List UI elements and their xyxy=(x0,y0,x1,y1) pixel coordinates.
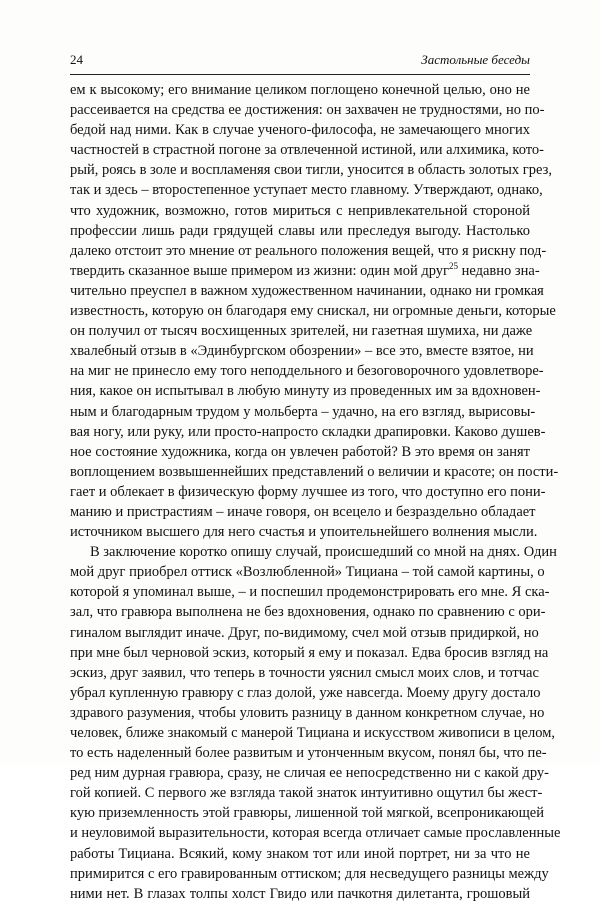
text-line: что художник, возможно, готов мириться с непривлекательной стороной xyxy=(70,202,530,219)
text-line: примирится с его гравированным оттиском; для несведущего разницы между xyxy=(70,865,549,882)
text-line: зал, что гравюра выполнена не без вдохновения, однако по сравнению с ори- xyxy=(70,604,546,621)
text-line: он получил от тысяч восхищенных зрителей, ни газетная шумиха, ни даже xyxy=(70,323,533,340)
text-line: мой друг приобрел оттиск «Возлюбленной» Тициана – той самой картины, о xyxy=(70,564,545,581)
text-line: манию и пристрастиям – иначе говоря, он всецело и безраздельно обладает xyxy=(70,503,536,520)
text-line: убрал купленную гравюру с глаз долой, уже навсегда. Моему другу достало xyxy=(70,684,541,701)
paragraph-2 xyxy=(70,542,561,904)
text-line: гой копией. С первого же взгляда такой знаток интуитивно ощутил бы жест- xyxy=(70,785,543,802)
text-line: человек, ближе знакомый с манерой Тициана и искусством живописи в целом, xyxy=(70,725,555,741)
body-text xyxy=(70,80,561,904)
text-line: ное состояние художника, когда он увлечен работой? В это время он занят xyxy=(70,443,530,460)
text-line: хвалебный отзыв в «Эдинбургском обозрении» – все это, вместе взятое, ни xyxy=(70,343,534,360)
paragraph-1 xyxy=(70,80,559,542)
text-line: кую приземленность этой гравюры, лишенной той мягкой, всепроникающей xyxy=(70,805,544,822)
text-line: работы Тициана. Всякий, кому знаком тот или иной портрет, ни за что не xyxy=(70,845,530,862)
text-line: гает и облекает в физическую форму лучшее из того, что доступно его пони- xyxy=(70,483,546,500)
text-line: ними нет. В глазах толпы холст Гвидо или пачкотня дилетанта, грошовый xyxy=(70,885,530,902)
text-fragment: твердить сказанное выше примером из жизни: один мой друг xyxy=(70,262,449,279)
text-line: источником высшего для него счастья и упоительнейшего волнения мысли. xyxy=(70,524,538,541)
text-line: рый, роясь в золе и воспламеняя свои тигли, уносится в область золотых грез, xyxy=(70,162,552,179)
running-header xyxy=(70,52,530,75)
text-line: рассеивается на средства ее достижения: он захвачен не трудностями, но по- xyxy=(70,102,545,119)
text-line: воплощением возвышеннейших представлений о величии и красоте; он пости- xyxy=(70,463,559,480)
text-line: известность, которую он благодаря ему снискал, ни огромные деньги, которые xyxy=(70,303,556,320)
text-line: здравого разумения, чтобы уловить разницу в данном конкретном случае, но xyxy=(70,704,545,721)
text-line: профессии лишь ради грядущей славы или преследуя выгоду. Настолько xyxy=(70,222,530,239)
text-fragment: недавно зна- xyxy=(457,262,540,279)
text-line: то есть наделенный более развитым и утонченным вкусом, понял бы, что пе- xyxy=(70,745,547,762)
text-line: которой я упоминал выше, – и поспешил продемонстрировать его мне. Я ска- xyxy=(70,584,550,601)
text-line: и неуловимой выразительности, которая всегда отличает самые прославленные xyxy=(70,825,561,842)
running-title: Застольные беседы xyxy=(421,52,530,67)
text-line: при мне был черновой эскиз, который я ему и показал. Едва бросив взгляд на xyxy=(70,644,549,661)
text-line: частностей в страстной погоне за отвлеченной истиной, или алхимика, кото- xyxy=(70,142,544,159)
text-line: ред ним дурная гравюра, сразу, не сличая ее непосредственно ни с какой дру- xyxy=(70,765,549,782)
text-line: так и здесь – второстепенное уступает место главному. Утверждают, однако, xyxy=(70,182,543,199)
text-line: ем к высокому; его внимание целиком поглощено конечной целью, оно не xyxy=(70,82,530,98)
text-line: гиналом выглядит иначе. Друг, по-видимому, счел мой отзыв придиркой, но xyxy=(70,624,539,641)
footnote-marker[interactable]: 25 xyxy=(448,261,458,272)
text-line-with-footnote xyxy=(70,261,540,281)
text-line: ния, какое он испытывал в любую минуту из проведенных им за вдохновен- xyxy=(70,383,541,400)
text-line: В заключение коротко опишу случай, происшедший со мной на днях. Один xyxy=(90,544,557,561)
text-line: ным и благодарным трудом у мольберта – удачно, на его взгляд, вырисовы- xyxy=(70,403,536,420)
text-line: бедой над ними. Как в случае ученого-философа, не замечающего многих xyxy=(70,122,530,139)
text-line: вая ногу, или руку, или просто-напросто складки драпировки. Каково душев- xyxy=(70,423,546,440)
text-line: чительно преуспел в важном художественном начинании, однако ни громкая xyxy=(70,282,544,299)
text-line: эскиз, друг заявил, что теперь в точности уяснил смысл моих слов, и тотчас xyxy=(70,664,539,681)
text-line: на миг не принесло ему того неподдельного и безоговорочного удовлетворе- xyxy=(70,363,544,380)
text-line: далеко отстоит это мнение от реального положения вещей, что я рискну под- xyxy=(70,242,547,259)
page-number: 24 xyxy=(70,52,83,67)
